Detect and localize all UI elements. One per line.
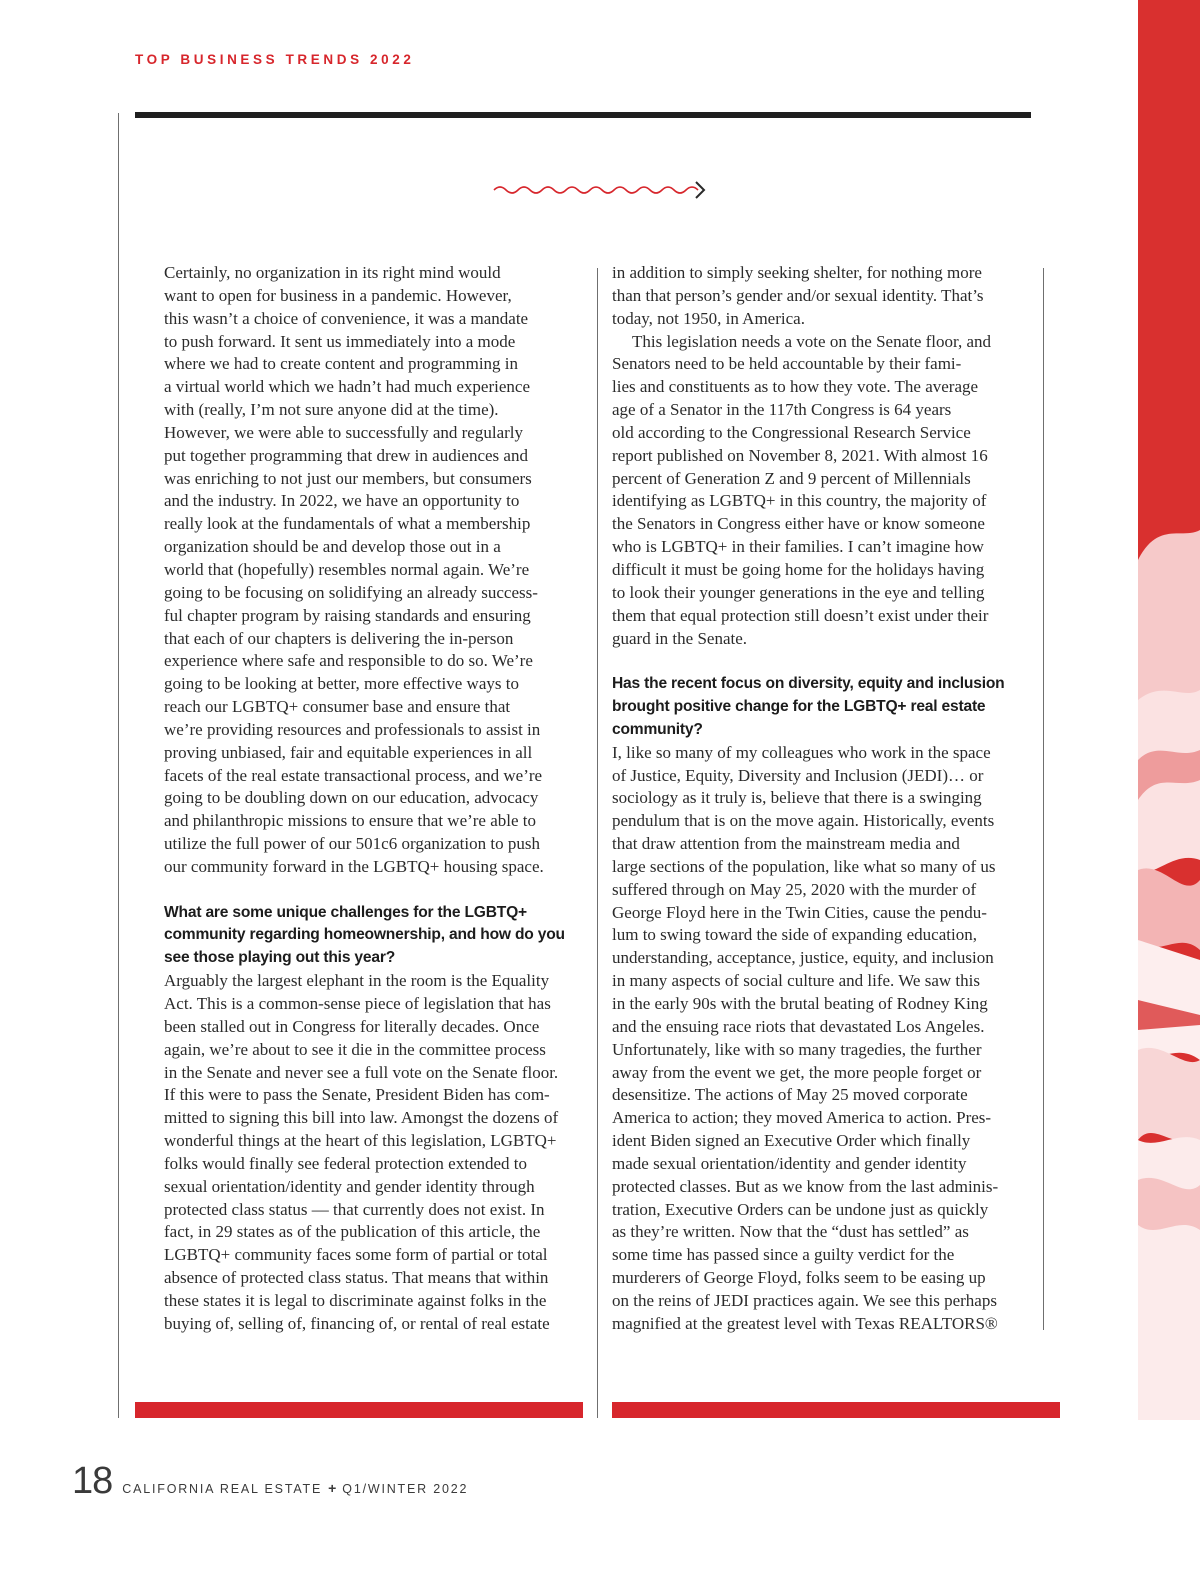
body-paragraph: I, like so many of my colleagues who work in the space of Justice, Equity, Diversity and Inclusion (JEDI)… or sociology as it truly is, believe that there is a swinging pendulum that is on the move again. Historically, events that draw attention from the mainstream media and large sections of the population, like what so many of us suffered through on May 25, 2020 with the murder of George Floyd here in the Twin Cities, cause the pendu- lum to swing toward the side of expanding education, understanding, acceptance, justice, equity, and inclusion in many aspects of social culture and life. We saw this in the early 90s with the brutal beating of Rodney King and the ensuing race riots that devastated Los Angeles. Unfortunately, like with so many tragedies, the further away from the event we get, the more people forget or desensitize. The actions of May 25 moved corporate America to action; they moved America to action. Pres- ident Biden signed an Executive Order which finally made sexual orientation/identity and gender identity protected classes. But as we know from the last adminis- tration, Executive Orders can be undone just as quickly as they’re written. Now that the “dust has settled” as some time has passed since a guilty verdict for the murderers of George Floyd, folks seem to be easing up on the reins of JEDI practices again. We see this perhaps magnified at the greatest level with Texas REALTORS®: [612, 742, 999, 1333]
left-column: [164, 262, 584, 1336]
decorative-edge-graphic: [1138, 0, 1200, 1420]
right-column-rule: [1043, 268, 1044, 1330]
right-column: [612, 262, 1032, 1336]
page-number: 18: [72, 1460, 113, 1502]
section-label: TOP BUSINESS TRENDS 2022: [135, 52, 415, 67]
column-divider-upper: [597, 268, 598, 1418]
body-paragraph: in addition to simply seeking shelter, for nothing more than that person’s gender and/or sexual identity. That’s today, not 1950, in America.: [612, 263, 984, 328]
body-paragraph: Certainly, no organization in its right mind would want to open for business in a pandemic. However, this wasn’t a choice of convenience, it was a mandate to push forward. It sent us immediately into a mode where we had to create content and programming in a virtual world which we hadn’t had much experience with (really, I’m not sure anyone did at the time). However, we were able to successfully and regularly put together programming that drew in audiences and was enriching to not just our members, but consumers and the industry. In 2022, we have an opportunity to really look at the fundamentals of what a membership organization should be and develop those out in a world that (hopefully) resembles normal again. We’re going to be focusing on solidifying an already success- ful chapter program by raising standards and ensuring that each of our chapters is delivering the in-person experience where safe and responsible to do so. We’re going to be looking at better, more effective ways to reach our LGBTQ+ consumer base and ensure that we’re providing resources and professionals to assist in proving unbiased, fair and equitable experiences in all facets of the real estate transactional process, and we’re going to be doubling down on our education, advocacy and philanthropic missions to ensure that we’re able to utilize the full power of our 501c6 organization to push our community forward in the LGBTQ+ housing space.: [164, 263, 544, 876]
top-rule: [135, 112, 1031, 118]
issue-label: Q1/WINTER 2022: [342, 1482, 469, 1496]
bottom-red-bar-left: [135, 1402, 583, 1418]
interview-question: What are some unique challenges for the LGBTQ+ community regarding homeownership, and how do you see those playing out this year?: [164, 903, 565, 967]
squiggle-arrow-icon: [492, 176, 712, 204]
left-margin-rule: [118, 113, 119, 1418]
body-paragraph: Arguably the largest elephant in the room is the Equality Act. This is a common-sense piece of legislation that has been stalled out in Congress for literally decades. Once again, we’re about to see it die in the committee process in the Senate and never see a full vote on the Senate floor. If this were to pass the Senate, President Biden has com- mitted to signing this bill into law. Amongst the dozens of wonderful things at the heart of this legislation, LGBTQ+ folks would finally see federal protection extended to sexual orientation/identity and gender identity through protected class status — that currently does not exist. In fact, in 29 states as of the publication of this article, the LGBTQ+ community faces some form of partial or total absence of protected class status. That means that within these states it is legal to discriminate against folks in the buying of, selling of, financing of, or rental of real estate: [164, 971, 559, 1333]
bottom-red-bar-right: [612, 1402, 1060, 1418]
publication-name: CALIFORNIA REAL ESTATE: [122, 1482, 323, 1496]
interview-question: Has the recent focus on diversity, equity and inclusion brought positive change for the LGBTQ+ real estate community?: [612, 675, 1005, 738]
page-footer: [72, 1462, 468, 1500]
body-paragraph: This legislation needs a vote on the Senate floor, and Senators need to be held accountable by their fami- lies and constituents as to how they vote. The average age of a Senator in the 117th Congress is 64 years old according to the Congressional Research Service report published on November 8, 2021. With almost 16 percent of Generation Z and 9 percent of Millennials identifying as LGBTQ+ in this country, the majority of the Senators in Congress either have or know someone who is LGBTQ+ in their families. I can’t imagine how difficult it must be going home for the holidays having to look their younger generations in the eye and telling them that equal protection still doesn’t exist under their guard in the Senate.: [612, 331, 992, 648]
plus-separator-icon: +: [328, 1480, 337, 1496]
